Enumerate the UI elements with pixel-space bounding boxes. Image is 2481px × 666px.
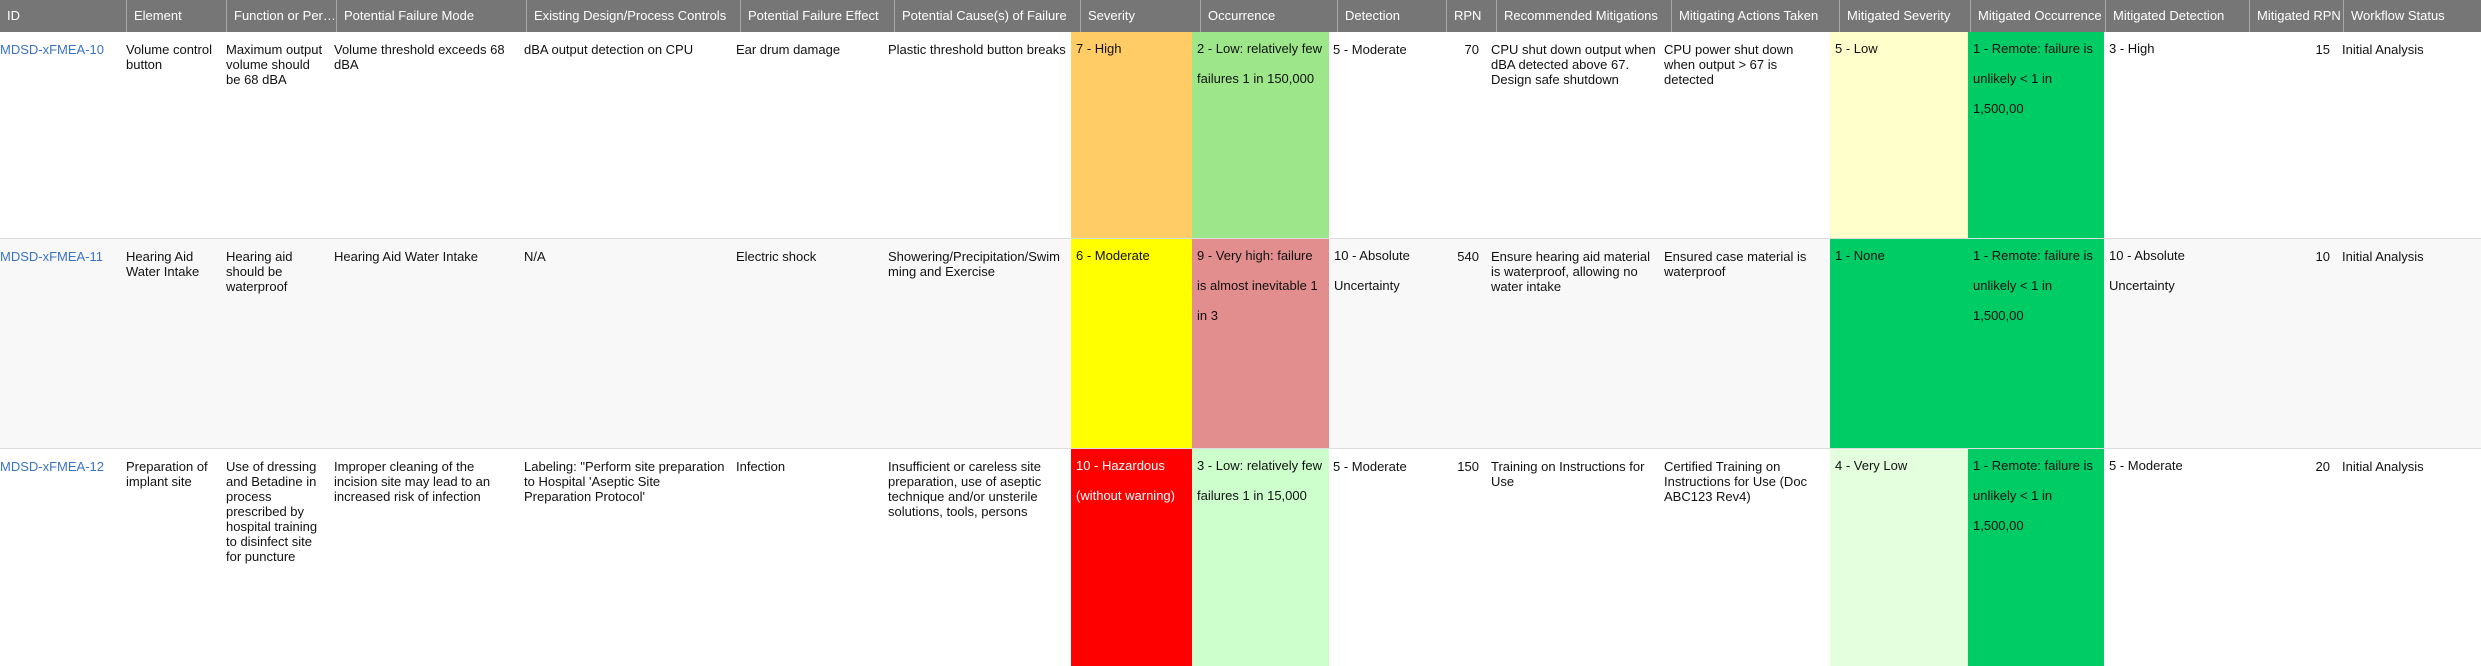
occurrence-cell: 2 - Low: relatively few failures 1 in 150,000 (1192, 32, 1329, 238)
column-header-mitigated-severity[interactable]: Mitigated Severity (1839, 0, 1970, 32)
actions-taken-cell: Ensured case material is waterproof (1664, 249, 1807, 279)
mitigated-occurrence-cell: 1 - Remote: failure is unlikely < 1 in 1,500,00 (1968, 449, 2104, 666)
column-header-mitigated-rpn[interactable]: Mitigated RPN (2249, 0, 2343, 32)
recommended-cell: Ensure hearing aid material is waterproof, allowing no water intake (1491, 249, 1650, 294)
table-row[interactable] (0, 239, 2481, 449)
mitigated-rpn-cell: 20 (2315, 459, 2330, 474)
severity-cell: 7 - High (1071, 32, 1192, 238)
controls-cell: dBA output detection on CPU (524, 42, 694, 57)
mitigated-occurrence-cell: 1 - Remote: failure is unlikely < 1 in 1,500,00 (1968, 239, 2104, 448)
function-cell: Use of dressing and Betadine in process prescribed by hospital training to disinfect site for puncture (226, 459, 318, 564)
detection-cell: 5 - Moderate (1333, 42, 1407, 57)
causes-cell: Plastic threshold button breaks (888, 42, 1066, 57)
mitigated-rpn-cell: 15 (2315, 42, 2330, 57)
column-header-failure-mode[interactable]: Potential Failure Mode (336, 0, 526, 32)
table-row[interactable] (0, 32, 2481, 239)
column-header-id[interactable]: ID (7, 8, 20, 23)
mitigated-rpn-cell: 10 (2315, 249, 2330, 264)
rpn-cell: 70 (1464, 42, 1479, 57)
column-header-function[interactable]: Function or Per… (226, 0, 336, 32)
mitigated-severity-cell: 1 - None (1830, 239, 1968, 448)
element-cell: Preparation of implant site (126, 459, 208, 489)
workflow-status-cell: Initial Analysis (2342, 42, 2424, 57)
workflow-status-cell: Initial Analysis (2342, 459, 2424, 474)
failure-effect-cell: Infection (736, 459, 786, 474)
function-cell: Hearing aid should be waterproof (226, 249, 293, 294)
failure-mode-cell: Volume threshold exceeds 68 dBA (334, 42, 505, 72)
actions-taken-cell: Certified Training on Instructions for Use (Doc ABC123 Rev4) (1664, 459, 1808, 504)
controls-cell: Labeling: "Perform site preparation to Hospital 'Aseptic Site Preparation Protocol' (524, 459, 725, 504)
failure-effect-cell: Electric shock (736, 249, 817, 264)
column-header-detection[interactable]: Detection (1337, 0, 1446, 32)
column-header-mitigated-occurrence[interactable]: Mitigated Occurrence (1970, 0, 2105, 32)
actions-taken-cell: CPU power shut down when output > 67 is detected (1664, 42, 1794, 87)
causes-cell: Insufficient or careless site preparation, use of aseptic technique and/or unsterile solutions, tools, persons (888, 459, 1042, 519)
recommended-cell: CPU shut down output when dBA detected above 67. Design safe shutdown (1491, 42, 1656, 87)
element-cell: Hearing Aid Water Intake (126, 249, 200, 279)
column-header-rpn[interactable]: RPN (1446, 0, 1496, 32)
column-header-failure-effect[interactable]: Potential Failure Effect (740, 0, 894, 32)
element-cell: Volume control button (126, 42, 212, 72)
severity-cell: 6 - Moderate (1071, 239, 1192, 448)
column-header-causes[interactable]: Potential Cause(s) of Failure (894, 0, 1080, 32)
mitigated-detection-cell: 3 - High (2109, 41, 2155, 56)
failure-effect-cell: Ear drum damage (736, 42, 841, 57)
row-id-link[interactable]: MDSD-xFMEA-12 (0, 459, 105, 474)
function-cell: Maximum output volume should be 68 dBA (226, 42, 323, 87)
row-id-link[interactable]: MDSD-xFMEA-10 (0, 42, 105, 57)
occurrence-cell: 3 - Low: relatively few failures 1 in 15,000 (1192, 449, 1329, 666)
column-header-actions-taken[interactable]: Mitigating Actions Taken (1671, 0, 1839, 32)
grid-header (0, 0, 2481, 32)
column-header-recommended[interactable]: Recommended Mitigations (1496, 0, 1671, 32)
workflow-status-cell: Initial Analysis (2342, 249, 2424, 264)
occurrence-cell: 9 - Very high: failure is almost inevitable 1 in 3 (1192, 239, 1329, 448)
rpn-cell: 540 (1457, 249, 1479, 264)
mitigated-severity-cell: 4 - Very Low (1830, 449, 1968, 666)
detection-cell: 5 - Moderate (1333, 459, 1407, 474)
column-header-element[interactable]: Element (126, 0, 226, 32)
recommended-cell: Training on Instructions for Use (1491, 459, 1645, 489)
row-id-link[interactable]: MDSD-xFMEA-11 (0, 249, 104, 264)
mitigated-severity-cell: 5 - Low (1830, 32, 1968, 238)
column-header-severity[interactable]: Severity (1080, 0, 1200, 32)
severity-cell: 10 - Hazardous (without warning) (1071, 449, 1192, 666)
column-header-mitigated-detection[interactable]: Mitigated Detection (2105, 0, 2249, 32)
failure-mode-cell: Hearing Aid Water Intake (334, 249, 479, 264)
table-row[interactable] (0, 449, 2481, 666)
failure-mode-cell: Improper cleaning of the incision site may lead to an increased risk of infection (334, 459, 491, 504)
mitigated-occurrence-cell: 1 - Remote: failure is unlikely < 1 in 1,500,00 (1968, 32, 2104, 238)
column-header-workflow-status[interactable]: Workflow Status (2343, 0, 2481, 32)
mitigated-detection-cell: 10 - Absolute Uncertainty (2109, 248, 2185, 293)
column-header-occurrence[interactable]: Occurrence (1200, 0, 1337, 32)
mitigated-detection-cell: 5 - Moderate (2109, 458, 2183, 473)
causes-cell: Showering/Precipitation/Swimming and Exercise (888, 249, 1060, 279)
rpn-cell: 150 (1457, 459, 1479, 474)
controls-cell: N/A (524, 249, 546, 264)
column-header-controls[interactable]: Existing Design/Process Controls (526, 0, 740, 32)
detection-cell: 10 - Absolute Uncertainty (1334, 248, 1410, 293)
